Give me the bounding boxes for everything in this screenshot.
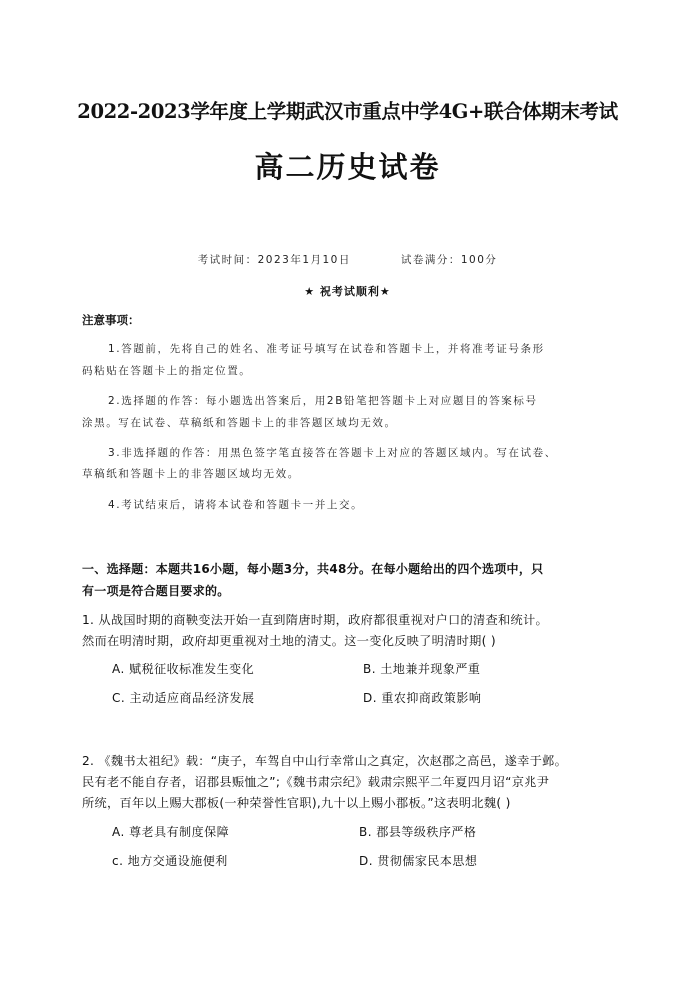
question-1-stem-line-2: 然而在明清时期，政府却更重视对土地的清丈。这一变化反映了明清时期( ) bbox=[82, 634, 496, 648]
notice-item-1-line-1: 1.答题前，先将自己的姓名、准考证号填写在试卷和答题卡上，并将准考证号条形 bbox=[108, 343, 545, 355]
question-2-option-a: A. 尊老具有制度保障 bbox=[112, 825, 230, 839]
question-2-stem-line-3: 所统，百年以上赐大郡板(一种荣誉性官职),九十以上赐小郡板。”这表明北魏( ) bbox=[82, 796, 511, 810]
section-heading-line-2: 有一项是符合题目要求的。 bbox=[82, 584, 230, 598]
question-2-option-b: B. 郡县等级秩序严格 bbox=[359, 825, 477, 839]
question-1-option-a: A. 赋税征收标准发生变化 bbox=[112, 662, 255, 676]
notice-item-2-line-2: 涂黑。写在试卷、草稿纸和答题卡上的非答题区域均无效。 bbox=[82, 417, 397, 429]
question-2-stem-line-1: 2. 《魏书太祖纪》载：“庚子，车驾自中山行幸常山之真定，次赵郡之高邑，遂幸于邺。 bbox=[82, 754, 568, 768]
question-1-option-b: B. 土地兼并现象严重 bbox=[363, 662, 481, 676]
section-heading-line-1: 一、选择题：本题共16小题，每小题3分，共48分。在每小题给出的四个选项中，只 bbox=[82, 562, 544, 576]
exam-time: 考试时间：2023年1月10日 bbox=[197, 254, 351, 266]
notice-item-1-line-2: 码粘贴在答题卡上的指定位置。 bbox=[82, 365, 252, 377]
question-1-option-d: D. 重农抑商政策影响 bbox=[363, 691, 482, 705]
exam-meta bbox=[0, 252, 695, 267]
exam-title: 2022-2023学年度上学期武汉市重点中学4G+联合体期末考试 bbox=[77, 100, 618, 123]
question-2-option-c: c. 地方交通设施便利 bbox=[112, 854, 228, 868]
question-1-stem-line-1: 1. 从战国时期的商鞅变法开始一直到隋唐时期，政府都很重视对户口的清查和统计。 bbox=[82, 613, 548, 627]
notice-item-3-line-2: 草稿纸和答题卡上的非答题区域均无效。 bbox=[82, 468, 300, 480]
good-luck-wish: ★ 祝考试顺利★ bbox=[304, 285, 391, 298]
full-score: 试卷满分：100分 bbox=[400, 254, 498, 266]
question-2-stem-line-2: 民有老不能自存者，诏郡县赈恤之”;《魏书肃宗纪》载肃宗熙平二年夏四月诏“京兆尹 bbox=[82, 775, 550, 789]
question-1-option-c: C. 主动适应商品经济发展 bbox=[112, 691, 255, 705]
notice-item-4: 4.考试结束后，请将本试卷和答题卡一并上交。 bbox=[108, 499, 364, 511]
paper-title: 高二历史试卷 bbox=[254, 150, 441, 184]
question-2-option-d: D. 贯彻儒家民本思想 bbox=[359, 854, 478, 868]
notice-item-3-line-1: 3.非选择题的作答：用黑色签字笔直接答在答题卡上对应的答题区域内。写在试卷、 bbox=[108, 447, 557, 459]
notice-heading: 注意事项： bbox=[82, 313, 140, 327]
notice-item-2-line-1: 2.选择题的作答：每小题选出答案后，用2B铅笔把答题卡上对应题目的答案标号 bbox=[108, 395, 538, 407]
